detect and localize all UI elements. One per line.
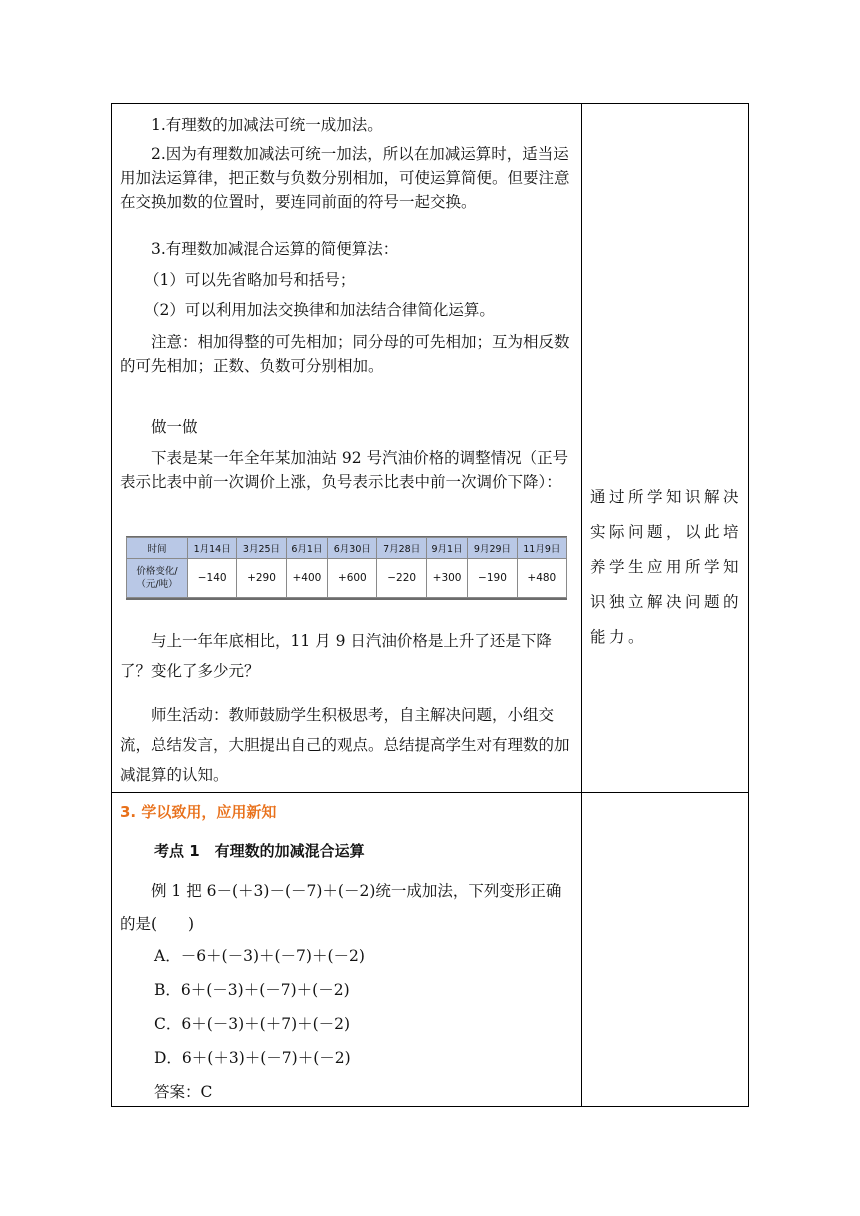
change-cell: −190 (468, 559, 517, 598)
kaodian-heading: 考点 1 有理数的加减混合运算 (154, 842, 365, 860)
section-heading: 3. 学以致用，应用新知 (120, 803, 277, 821)
price-change-label: 价格变化/ (136, 566, 178, 577)
table-value-row (127, 559, 567, 598)
question: 与上一年年底相比，11 月 9 日汽油价格是上升了还是下降了？变化了多少元？ (120, 632, 552, 680)
option-c: C．6＋(－3)＋(＋7)＋(－2) (154, 1015, 351, 1033)
change-cell: −220 (377, 559, 426, 598)
date-cell: 6月1日 (286, 538, 328, 559)
point-2: 2.因为有理数加减法可统一加法，所以在加减运算时，适当运用加法运算律，把正数与负数分别相加，可使运算简便。但要注意在交换加数的位置时，要连同前面的符号一起交换。 (120, 145, 570, 211)
example-1: 例 1 把 6－(＋3)－(－7)＋(－2)统一成加法，下列变形正确的是( ) (120, 882, 562, 933)
change-cell: +300 (426, 559, 468, 598)
date-cell: 9月29日 (468, 538, 517, 559)
note: 注意：相加得整的可先相加；同分母的可先相加；互为相反数的可先相加；正数、负数可分别相加。 (120, 333, 570, 375)
teacher-student-activity: 师生活动：教师鼓励学生积极思考，自主解决问题，小组交流，总结发言，大胆提出自己的观点。总结提高学生对有理数的加减混算的认知。 (120, 706, 570, 784)
option-a: A．－6＋(－3)＋(－7)＋(－2) (154, 947, 365, 965)
price-change-header (127, 559, 188, 598)
point-1: 1.有理数的加减法可统一成加法。 (151, 116, 383, 134)
option-d: D．6＋(＋3)＋(－7)＋(－2) (154, 1049, 351, 1067)
design-intent-note: 通过所学知识解决实际问题，以此培养学生应用所学知识独立解决问题的能力。 (590, 488, 743, 646)
date-cell: 6月30日 (328, 538, 377, 559)
table-intro: 下表是某一年全年某加油站 92 号汽油价格的调整情况（正号表示比表中前一次调价上涨，负号表示比表中前一次调价下降）： (120, 449, 569, 491)
change-cell: +480 (517, 559, 566, 598)
point-3: 3.有理数加减混合运算的简便算法： (151, 240, 399, 258)
table-bottom-rule (126, 598, 567, 600)
change-cell: +600 (328, 559, 377, 598)
gas-price-table (126, 537, 567, 598)
change-cell: +290 (237, 559, 286, 598)
change-cell: +400 (286, 559, 328, 598)
date-cell: 7月28日 (377, 538, 426, 559)
date-cell: 3月25日 (237, 538, 286, 559)
price-unit-label: （元/吨） (136, 579, 178, 590)
row-divider (112, 792, 748, 793)
point-3-sub-2: （2）可以利用加法交换律和加法结合律简化运算。 (144, 301, 495, 319)
point-3-sub-1: （1）可以先省略加号和括号； (144, 271, 356, 289)
try-it-heading: 做一做 (151, 418, 198, 436)
answer: 答案：C (154, 1083, 213, 1101)
date-cell: 1月14日 (188, 538, 237, 559)
lesson-table (111, 103, 749, 1107)
option-b: B．6＋(－3)＋(－7)＋(－2) (154, 981, 350, 999)
change-cell: −140 (188, 559, 237, 598)
table-header-row (127, 538, 567, 559)
date-cell: 11月9日 (517, 538, 566, 559)
time-header: 时间 (127, 538, 188, 559)
date-cell: 9月1日 (426, 538, 468, 559)
